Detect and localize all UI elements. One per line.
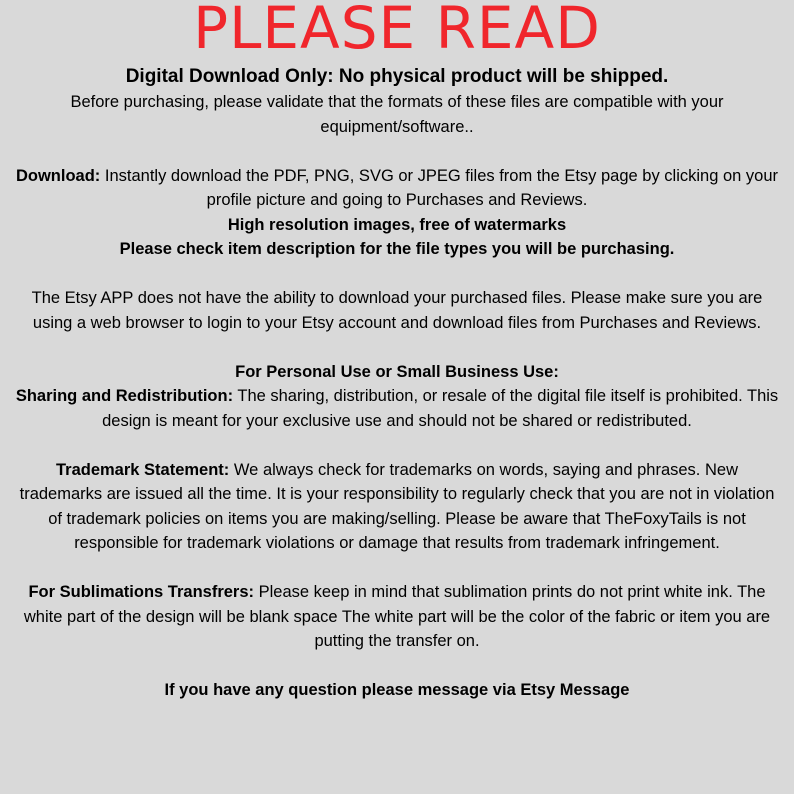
section-spacer	[14, 139, 780, 164]
trademark-label: Trademark Statement:	[55, 460, 230, 479]
trademark-text: We always check for trademarks on words, saying and phrases. New trademarks are issued all the time. It is your responsibility to regularly check that you are not in violation of trademark policies on items you are making/selling. Please be aware that TheFoxyTails is not responsible for trademark violations or damage that results from trademark infringement.	[19, 460, 775, 552]
download-label: Download:	[15, 166, 101, 185]
section-spacer	[14, 335, 780, 360]
section-spacer	[14, 654, 780, 679]
sublimation-text: Please keep in mind that sublimation prints do not print white ink. The white part of the design will be blank space The white part will be the color of the fabric or item you are putting the transfer on.	[23, 583, 771, 650]
trademark-paragraph	[14, 458, 780, 556]
download-paragraph	[14, 164, 780, 213]
sublimation-label: For Sublimations Transfrers:	[28, 583, 255, 601]
intro-text: Before purchasing, please validate that the formats of these files are compatible with your equipment/software..	[70, 93, 724, 136]
sharing-text: The sharing, distribution, or resale of the digital file itself is prohibited. This design is meant for your exclusive use and should not be shared or redistributed.	[102, 387, 779, 430]
personal-use-heading: For Personal Use or Small Business Use:	[235, 362, 559, 381]
section-spacer	[14, 262, 780, 287]
download-text: Instantly download the PDF, PNG, SVG or JPEG files from the Etsy page by clicking on your profile picture and going to Purchases and Reviews.	[104, 166, 779, 209]
digital-download-heading: Digital Download Only: No physical product will be shipped.	[125, 66, 669, 87]
download-file-types-note: Please check item description for the file types you will be purchasing.	[119, 240, 675, 258]
section-spacer	[14, 433, 780, 458]
sharing-label: Sharing and Redistribution:	[15, 387, 234, 405]
sublimation-paragraph	[14, 580, 780, 654]
section-spacer	[14, 556, 780, 581]
etsy-app-note: The Etsy APP does not have the ability to download your purchased files. Please make sure you are using a web browser to login to your Etsy account and download files from Purchases and Reviews.	[31, 289, 763, 332]
footer-message: If you have any question please message via Etsy Message	[164, 681, 630, 699]
sharing-paragraph	[14, 384, 780, 433]
download-resolution-note: High resolution images, free of watermarks	[227, 215, 567, 234]
page-title: PLEASE READ	[193, 0, 601, 62]
